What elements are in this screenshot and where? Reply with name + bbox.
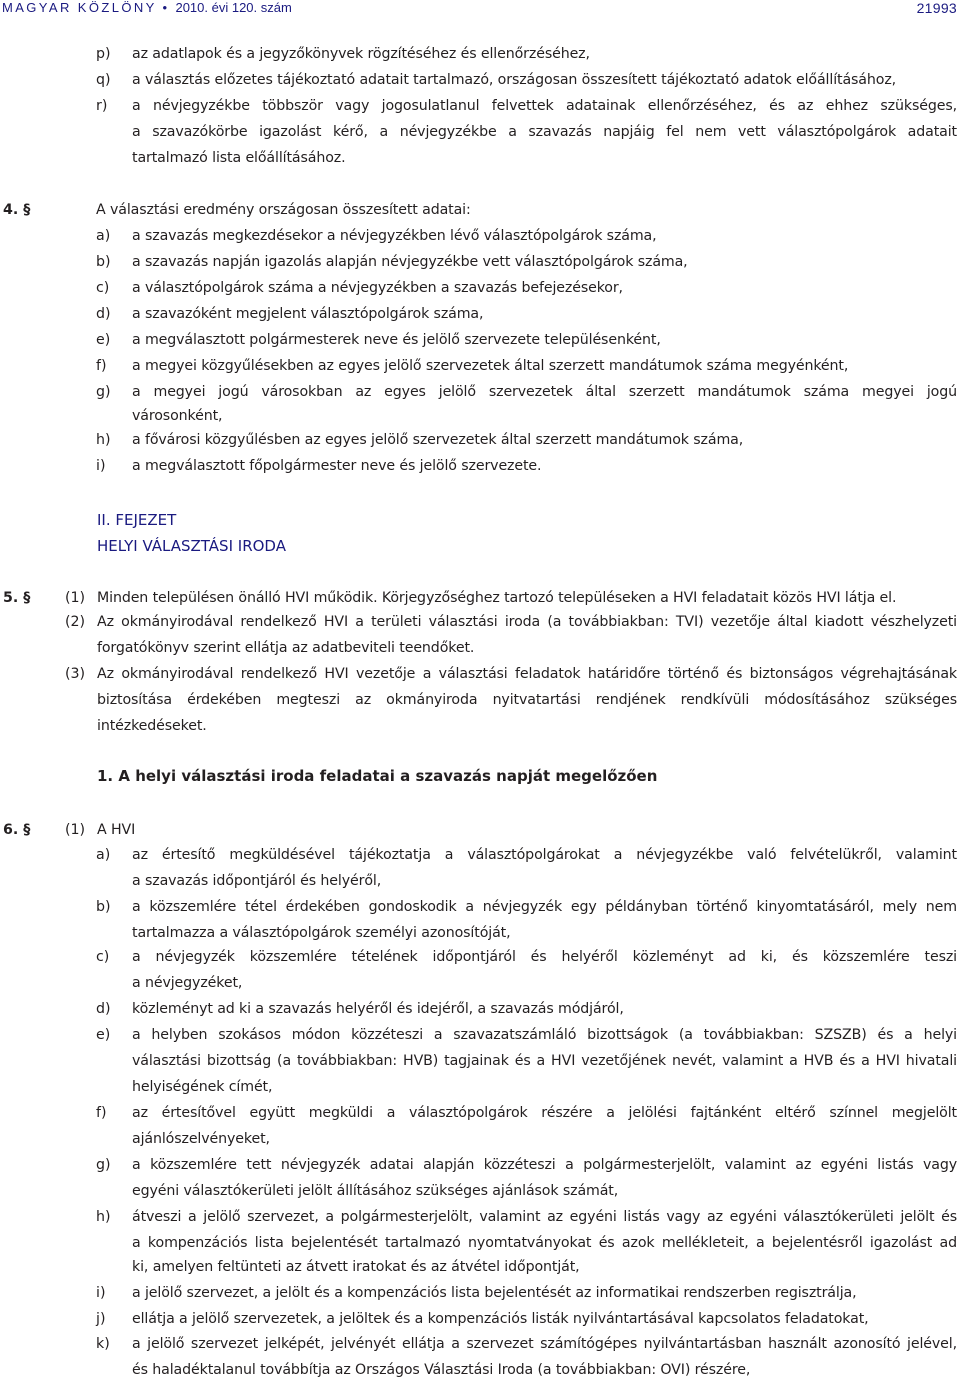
section-5-number: 5. § bbox=[3, 590, 31, 606]
section-6-item-a-text: a szavazás időpontjáról és helyéről, bbox=[132, 873, 382, 889]
section-4-item-b-text: a szavazás napján igazolás alapján névjegyzékbe vett választópolgárok száma, bbox=[132, 254, 688, 270]
section-6-item-c-marker: c) bbox=[96, 949, 110, 965]
section-4-item-g-text: a megyei jogú városokban az egyes jelölő szervezetek által szerzett mandátumok száma megyei jogú bbox=[132, 384, 957, 400]
section-5-para-1-text: Minden településen önálló HVI működik. Körjegyzőséghez tartozó településeken a HVI feladatait közös HVI látja el. bbox=[97, 590, 897, 606]
list-item-p-marker: p) bbox=[96, 46, 111, 62]
header-bullet: • bbox=[162, 0, 170, 15]
section-4-item-i-text: a megválasztott főpolgármester neve és jelölő szervezete. bbox=[132, 458, 542, 474]
section-4-item-e-marker: e) bbox=[96, 332, 111, 348]
section-6-item-h-text: a kompenzációs lista bejelentését tartalmazó nyomtatványokat és azok mellékleteit, a bejelentésről igazolást ad bbox=[132, 1235, 957, 1251]
subsection-title: 1. A helyi választási iroda feladatai a szavazás napját megelőzően bbox=[97, 767, 658, 785]
section-5-para-3-text: biztosítása érdekében megteszi az okmányiroda nyitvatartási rendjének rendkívüli módosításához szükséges bbox=[97, 692, 957, 708]
section-4-item-f-marker: f) bbox=[96, 358, 107, 374]
section-6-item-a-text: az értesítő megküldésével tájékoztatja a választópolgárokat a névjegyzékbe való felvételükről, valamint bbox=[132, 847, 957, 863]
section-6-item-h-marker: h) bbox=[96, 1209, 111, 1225]
section-6-item-h-text: átveszi a jelölő szervezet, a polgármesterjelölt, valamint az egyéni listás vagy az egyéni választókerületi jelölt és bbox=[132, 1209, 957, 1225]
section-5-para-3-marker: (3) bbox=[65, 666, 86, 682]
section-4-intro: A választási eredmény országosan összesített adatai: bbox=[96, 202, 471, 218]
chapter-number: II. FEJEZET bbox=[97, 511, 177, 529]
section-6-item-d-marker: d) bbox=[96, 1001, 111, 1017]
section-4-item-d-marker: d) bbox=[96, 306, 111, 322]
section-4-item-d-text: a szavazóként megjelent választópolgárok száma, bbox=[132, 306, 484, 322]
issue-label: 2010. évi 120. szám bbox=[175, 0, 292, 15]
section-6-item-g-text: a közszemlére tett névjegyzék adatai alapján közzéteszi a polgármesterjelölt, valamint az egyéni listás vagy bbox=[132, 1157, 957, 1173]
section-6-item-j-text: ellátja a jelölő szervezetek, a jelöltek és a kompenzációs listák nyilvántartásával kapcsolatos feladatokat, bbox=[132, 1311, 869, 1327]
section-6-item-k-text: és haladéktalanul továbbítja az Országos Választási Iroda (a továbbiakban: OVI) részére, bbox=[132, 1362, 751, 1378]
section-4-item-e-text: a megválasztott polgármesterek neve és jelölő szervezete településenként, bbox=[132, 332, 661, 348]
section-6-item-b-text: a közszemlére tétel érdekében gondoskodik a névjegyzék egy példányban történő kinyomtatásáról, mely nem bbox=[132, 899, 957, 915]
list-item-r-text: a névjegyzékbe többször vagy jogosulatlanul felvettek adatainak ellenőrzéséhez, és az ehhez szükséges, bbox=[132, 98, 957, 114]
section-5-para-3-text: Az okmányirodával rendelkező HVI vezetője a választási feladatok határidőre történő és biztonságos végrehajtásának bbox=[97, 666, 957, 682]
section-4-item-i-marker: i) bbox=[96, 458, 106, 474]
section-4-item-g-text: városonként, bbox=[132, 408, 223, 424]
section-4-item-b-marker: b) bbox=[96, 254, 111, 270]
section-6-item-b-text: tartalmazza a választópolgárok személyi azonosítóját, bbox=[132, 925, 511, 941]
list-item-p-text: az adatlapok és a jegyzőkönyvek rögzítéséhez és ellenőrzéséhez, bbox=[132, 46, 590, 62]
section-5-para-2-text: Az okmányirodával rendelkező HVI a területi választási iroda (a továbbiakban: TVI) vezetője által kiadott vészhelyzeti bbox=[97, 614, 957, 630]
journal-title: MAGYAR KÖZLÖNY bbox=[2, 0, 157, 15]
list-item-r-text: a szavazókörbe igazolást kérő, a névjegyzékbe a szavazás napjáig fel nem vett választópolgárok adatait bbox=[132, 124, 957, 140]
section-6-item-k-marker: k) bbox=[96, 1336, 110, 1352]
section-5-para-2-text: forgatókönyv szerint ellátja az adatbeviteli teendőket. bbox=[97, 640, 475, 656]
section-6-item-i-marker: i) bbox=[96, 1285, 106, 1301]
list-item-q-marker: q) bbox=[96, 72, 111, 88]
section-4-number: 4. § bbox=[3, 202, 31, 218]
section-5-para-2-marker: (2) bbox=[65, 614, 86, 630]
section-4-item-g-marker: g) bbox=[96, 384, 111, 400]
section-6-intro: A HVI bbox=[97, 822, 136, 838]
section-6-item-i-text: a jelölő szervezet, a jelölt és a kompenzációs lista bejelentését az informatikai rendszerben regisztrálja, bbox=[132, 1285, 857, 1301]
section-4-item-h-text: a fővárosi közgyűlésben az egyes jelölő szervezetek által szerzett mandátumok száma, bbox=[132, 432, 744, 448]
header-left bbox=[2, 0, 292, 15]
section-6-item-b-marker: b) bbox=[96, 899, 111, 915]
list-item-r-marker: r) bbox=[96, 98, 108, 114]
section-6-item-f-text: az értesítővel együtt megküldi a választópolgárok részére a jelölési fajtánként eltérő színnel megjelölt bbox=[132, 1105, 957, 1121]
section-6-item-c-text: a névjegyzéket, bbox=[132, 975, 243, 991]
section-5-para-1-marker: (1) bbox=[65, 590, 86, 606]
section-6-item-g-marker: g) bbox=[96, 1157, 111, 1173]
section-6-item-d-text: közleményt ad ki a szavazás helyéről és idejéről, a szavazás módjáról, bbox=[132, 1001, 624, 1017]
page-number: 21993 bbox=[916, 0, 957, 16]
section-6-item-g-text: egyéni választókerületi jelölt állításához szükséges ajánlások számát, bbox=[132, 1183, 619, 1199]
section-4-item-a-marker: a) bbox=[96, 228, 111, 244]
section-6-item-a-marker: a) bbox=[96, 847, 111, 863]
section-6-item-f-text: ajánlószelvényeket, bbox=[132, 1131, 270, 1147]
section-4-item-c-text: a választópolgárok száma a névjegyzékben a szavazás befejezésekor, bbox=[132, 280, 623, 296]
list-item-r-text: tartalmazó lista előállításához. bbox=[132, 150, 346, 166]
section-6-item-e-text: választási bizottság (a továbbiakban: HVB) tagjainak és a HVI vezetőjének nevét, valamint a HVB és a HVI hivatali bbox=[132, 1053, 957, 1069]
section-6-item-f-marker: f) bbox=[96, 1105, 107, 1121]
section-6-para-marker: (1) bbox=[65, 822, 86, 838]
section-6-item-h-text: ki, amelyen feltünteti az átvett iratokat és az átvétel időpontját, bbox=[132, 1259, 580, 1275]
section-6-item-c-text: a névjegyzék közszemlére tételének időpontjáról és helyéről közleményt ad ki, és közszemlére teszi bbox=[132, 949, 957, 965]
chapter-title: HELYI VÁLASZTÁSI IRODA bbox=[97, 537, 286, 555]
page-header bbox=[0, 0, 960, 18]
section-6-item-j-marker: j) bbox=[96, 1311, 106, 1327]
section-4-item-a-text: a szavazás megkezdésekor a névjegyzékben lévő választópolgárok száma, bbox=[132, 228, 657, 244]
section-6-number: 6. § bbox=[3, 822, 31, 838]
list-item-q-text: a választás előzetes tájékoztató adatait tartalmazó, országosan összesített tájékoztató adatok előállításához, bbox=[132, 72, 897, 88]
section-6-item-e-text: helyiségének címét, bbox=[132, 1079, 273, 1095]
section-4-item-f-text: a megyei közgyűlésekben az egyes jelölő szervezetek által szerzett mandátumok száma megyénként, bbox=[132, 358, 849, 374]
section-6-item-k-text: a jelölő szervezet jelképét, jelvényét ellátja a szervezet számítógépes nyilvántartásban használt azonosító jelével, bbox=[132, 1336, 957, 1352]
section-6-item-e-marker: e) bbox=[96, 1027, 111, 1043]
section-6-item-e-text: a helyben szokásos módon közzéteszi a szavazatszámláló bizottságok (a továbbiakban: SZSZB) és a helyi bbox=[132, 1027, 957, 1043]
section-4-item-c-marker: c) bbox=[96, 280, 110, 296]
section-4-item-h-marker: h) bbox=[96, 432, 111, 448]
section-5-para-3-text: intézkedéseket. bbox=[97, 718, 207, 734]
